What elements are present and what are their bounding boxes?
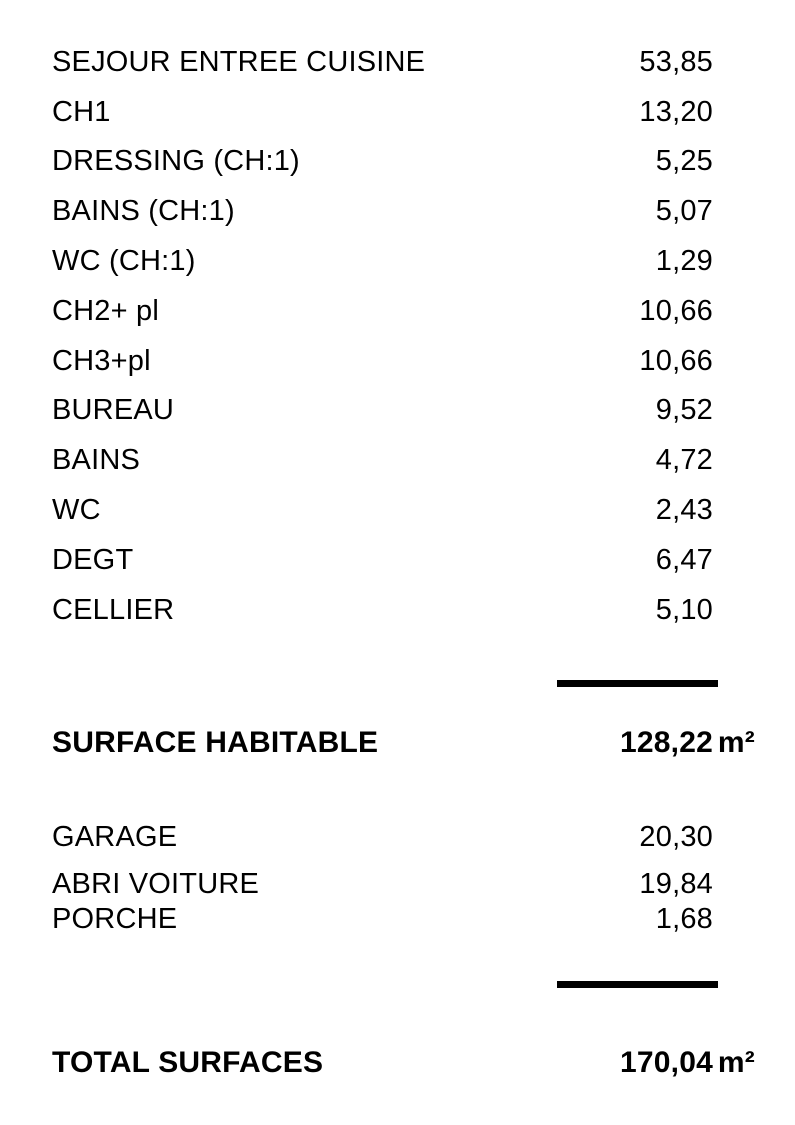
room-label: DRESSING (CH:1) <box>52 145 300 177</box>
room-label: CELLIER <box>52 594 175 626</box>
room-area: 13,20 <box>639 96 713 128</box>
room-label: SEJOUR ENTREE CUISINE <box>52 46 426 78</box>
annex-area: 1,68 <box>655 903 713 935</box>
habitable-total-row <box>0 725 795 761</box>
room-area: 5,10 <box>655 594 713 626</box>
annex-label: GARAGE <box>52 821 178 853</box>
room-label: WC <box>52 494 101 526</box>
grand-total-row <box>0 1045 795 1081</box>
table-row <box>0 593 795 627</box>
habitable-total-unit: m² <box>717 726 755 759</box>
room-label: WC (CH:1) <box>52 245 196 277</box>
annex-label: PORCHE <box>52 903 178 935</box>
grand-total-area: 170,04 <box>620 1046 713 1079</box>
room-area: 2,43 <box>655 494 713 526</box>
room-label: CH1 <box>52 96 111 128</box>
table-row <box>0 820 795 854</box>
table-row <box>0 144 795 178</box>
room-area: 6,47 <box>655 544 713 576</box>
grand-total-unit: m² <box>717 1046 755 1079</box>
table-row <box>0 393 795 427</box>
table-row <box>0 443 795 477</box>
table-row <box>0 244 795 278</box>
room-label: BUREAU <box>52 394 175 426</box>
room-area: 1,29 <box>655 245 713 277</box>
table-row <box>0 95 795 129</box>
annex-area: 19,84 <box>639 868 713 900</box>
room-label: CH2+ pl <box>52 295 159 327</box>
room-label: BAINS <box>52 444 141 476</box>
habitable-total-label: SURFACE HABITABLE <box>52 726 379 759</box>
grand-total-label: TOTAL SURFACES <box>52 1046 324 1079</box>
room-label: CH3+pl <box>52 345 151 377</box>
annex-label: ABRI VOITURE <box>52 868 260 900</box>
table-row <box>0 294 795 328</box>
room-area: 10,66 <box>639 345 713 377</box>
table-row <box>0 902 795 936</box>
room-area: 53,85 <box>639 46 713 78</box>
table-row <box>0 867 795 901</box>
sum-divider-line <box>557 981 718 988</box>
room-label: DEGT <box>52 544 134 576</box>
table-row <box>0 493 795 527</box>
room-label: BAINS (CH:1) <box>52 195 235 227</box>
habitable-total-area: 128,22 <box>620 726 713 759</box>
room-area: 4,72 <box>655 444 713 476</box>
annex-area: 20,30 <box>639 821 713 853</box>
room-area: 9,52 <box>655 394 713 426</box>
table-row <box>0 45 795 79</box>
room-area: 10,66 <box>639 295 713 327</box>
room-area: 5,07 <box>655 195 713 227</box>
table-row <box>0 543 795 577</box>
room-area: 5,25 <box>655 145 713 177</box>
table-row <box>0 194 795 228</box>
table-row <box>0 344 795 378</box>
sum-divider-line <box>557 680 718 687</box>
